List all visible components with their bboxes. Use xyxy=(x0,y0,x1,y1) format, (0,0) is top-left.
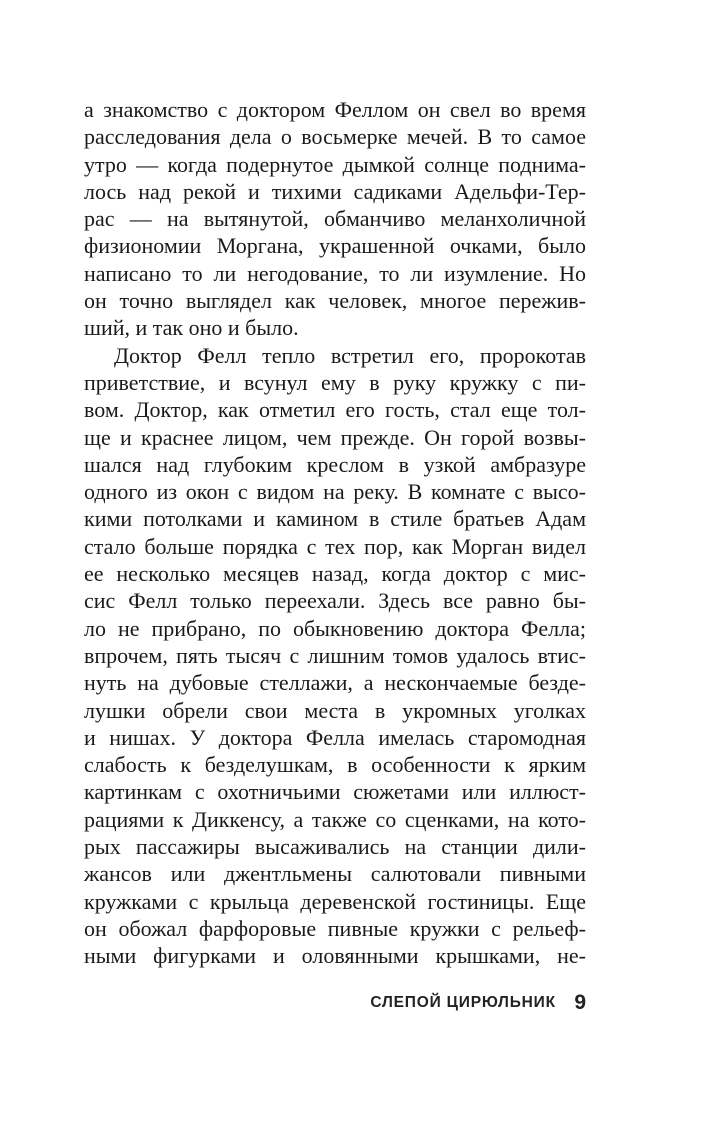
text-line: шался над глубоким креслом в узкой амбразуре xyxy=(84,451,586,477)
paragraph-first-line: Доктор Фелл тепло встретил его, пророкотав xyxy=(114,342,586,368)
text-line: ее несколько месяцев назад, когда доктор с мис- xyxy=(84,561,586,587)
text-line: жансов или джентльмены салютовали пивными xyxy=(84,861,586,887)
text-line: вом. Доктор, как отметил его гость, стал еще тол- xyxy=(84,397,586,423)
text-line: физиономии Моргана, украшенной очками, было xyxy=(84,233,586,259)
text-line: лось над рекой и тихими садиками Адельфи-Тер- xyxy=(84,178,586,204)
text-line: сис Фелл только переехали. Здесь все равно бы- xyxy=(84,588,586,614)
paragraph-last-line: ший, и так оно и было. xyxy=(84,315,299,341)
text-line: кружками с крыльца деревенской гостиницы. Еще xyxy=(84,888,586,914)
text-line: лушки обрели свои места в укромных уголках xyxy=(84,697,586,723)
text-line: ными фигурками и оловянными крышками, не- xyxy=(84,943,586,969)
text-line: ще и краснее лицом, чем прежде. Он горой возвы- xyxy=(84,424,586,450)
text-line: рациями к Диккенсу, а также со сценками, на кото- xyxy=(84,806,586,832)
page-footer xyxy=(84,991,586,1015)
text-line: он обожал фарфоровые пивные кружки с рельеф- xyxy=(84,915,586,941)
page-number: 9 xyxy=(574,991,586,1014)
text-line: одного из окон с видом на реку. В комнате с высо- xyxy=(84,479,586,505)
text-line: рых пассажиры высаживались на станции дили- xyxy=(84,834,586,860)
text-line: а знакомство с доктором Феллом он свел во время xyxy=(84,97,586,122)
text-line: написано то ли негодование, то ли изумление. Но xyxy=(84,260,586,286)
page-body-text xyxy=(84,96,586,970)
text-line: расследования дела о восьмерке мечей. В то самое xyxy=(84,124,586,150)
text-line: нуть на дубовые стеллажи, а нескончаемые безде- xyxy=(84,670,586,696)
text-line: приветствие, и всунул ему в руку кружку с пи- xyxy=(84,369,586,395)
text-line: рас — на вытянутой, обманчиво меланхоличной xyxy=(84,206,586,232)
text-line: впрочем, пять тысяч с лишним томов удалось втис- xyxy=(84,642,586,668)
text-line: картинкам с охотничьими сюжетами или иллюст- xyxy=(84,779,586,805)
running-title: СЛЕПОЙ ЦИРЮЛЬНИК xyxy=(370,994,556,1011)
text-line: слабость к безделушкам, в особенности к ярким xyxy=(84,752,586,778)
text-line: утро — когда подернутое дымкой солнце поднима- xyxy=(84,151,586,177)
text-line: он точно выглядел как человек, многое пережив- xyxy=(84,288,586,314)
text-line: стало больше порядка с тех пор, как Морган видел xyxy=(84,533,586,559)
text-line: ло не прибрано, по обыкновению доктора Фелла; xyxy=(84,615,586,641)
text-line: кими потолками и камином в стиле братьев Адам xyxy=(84,506,586,532)
text-line: и нишах. У доктора Фелла имелась старомодная xyxy=(84,724,586,750)
